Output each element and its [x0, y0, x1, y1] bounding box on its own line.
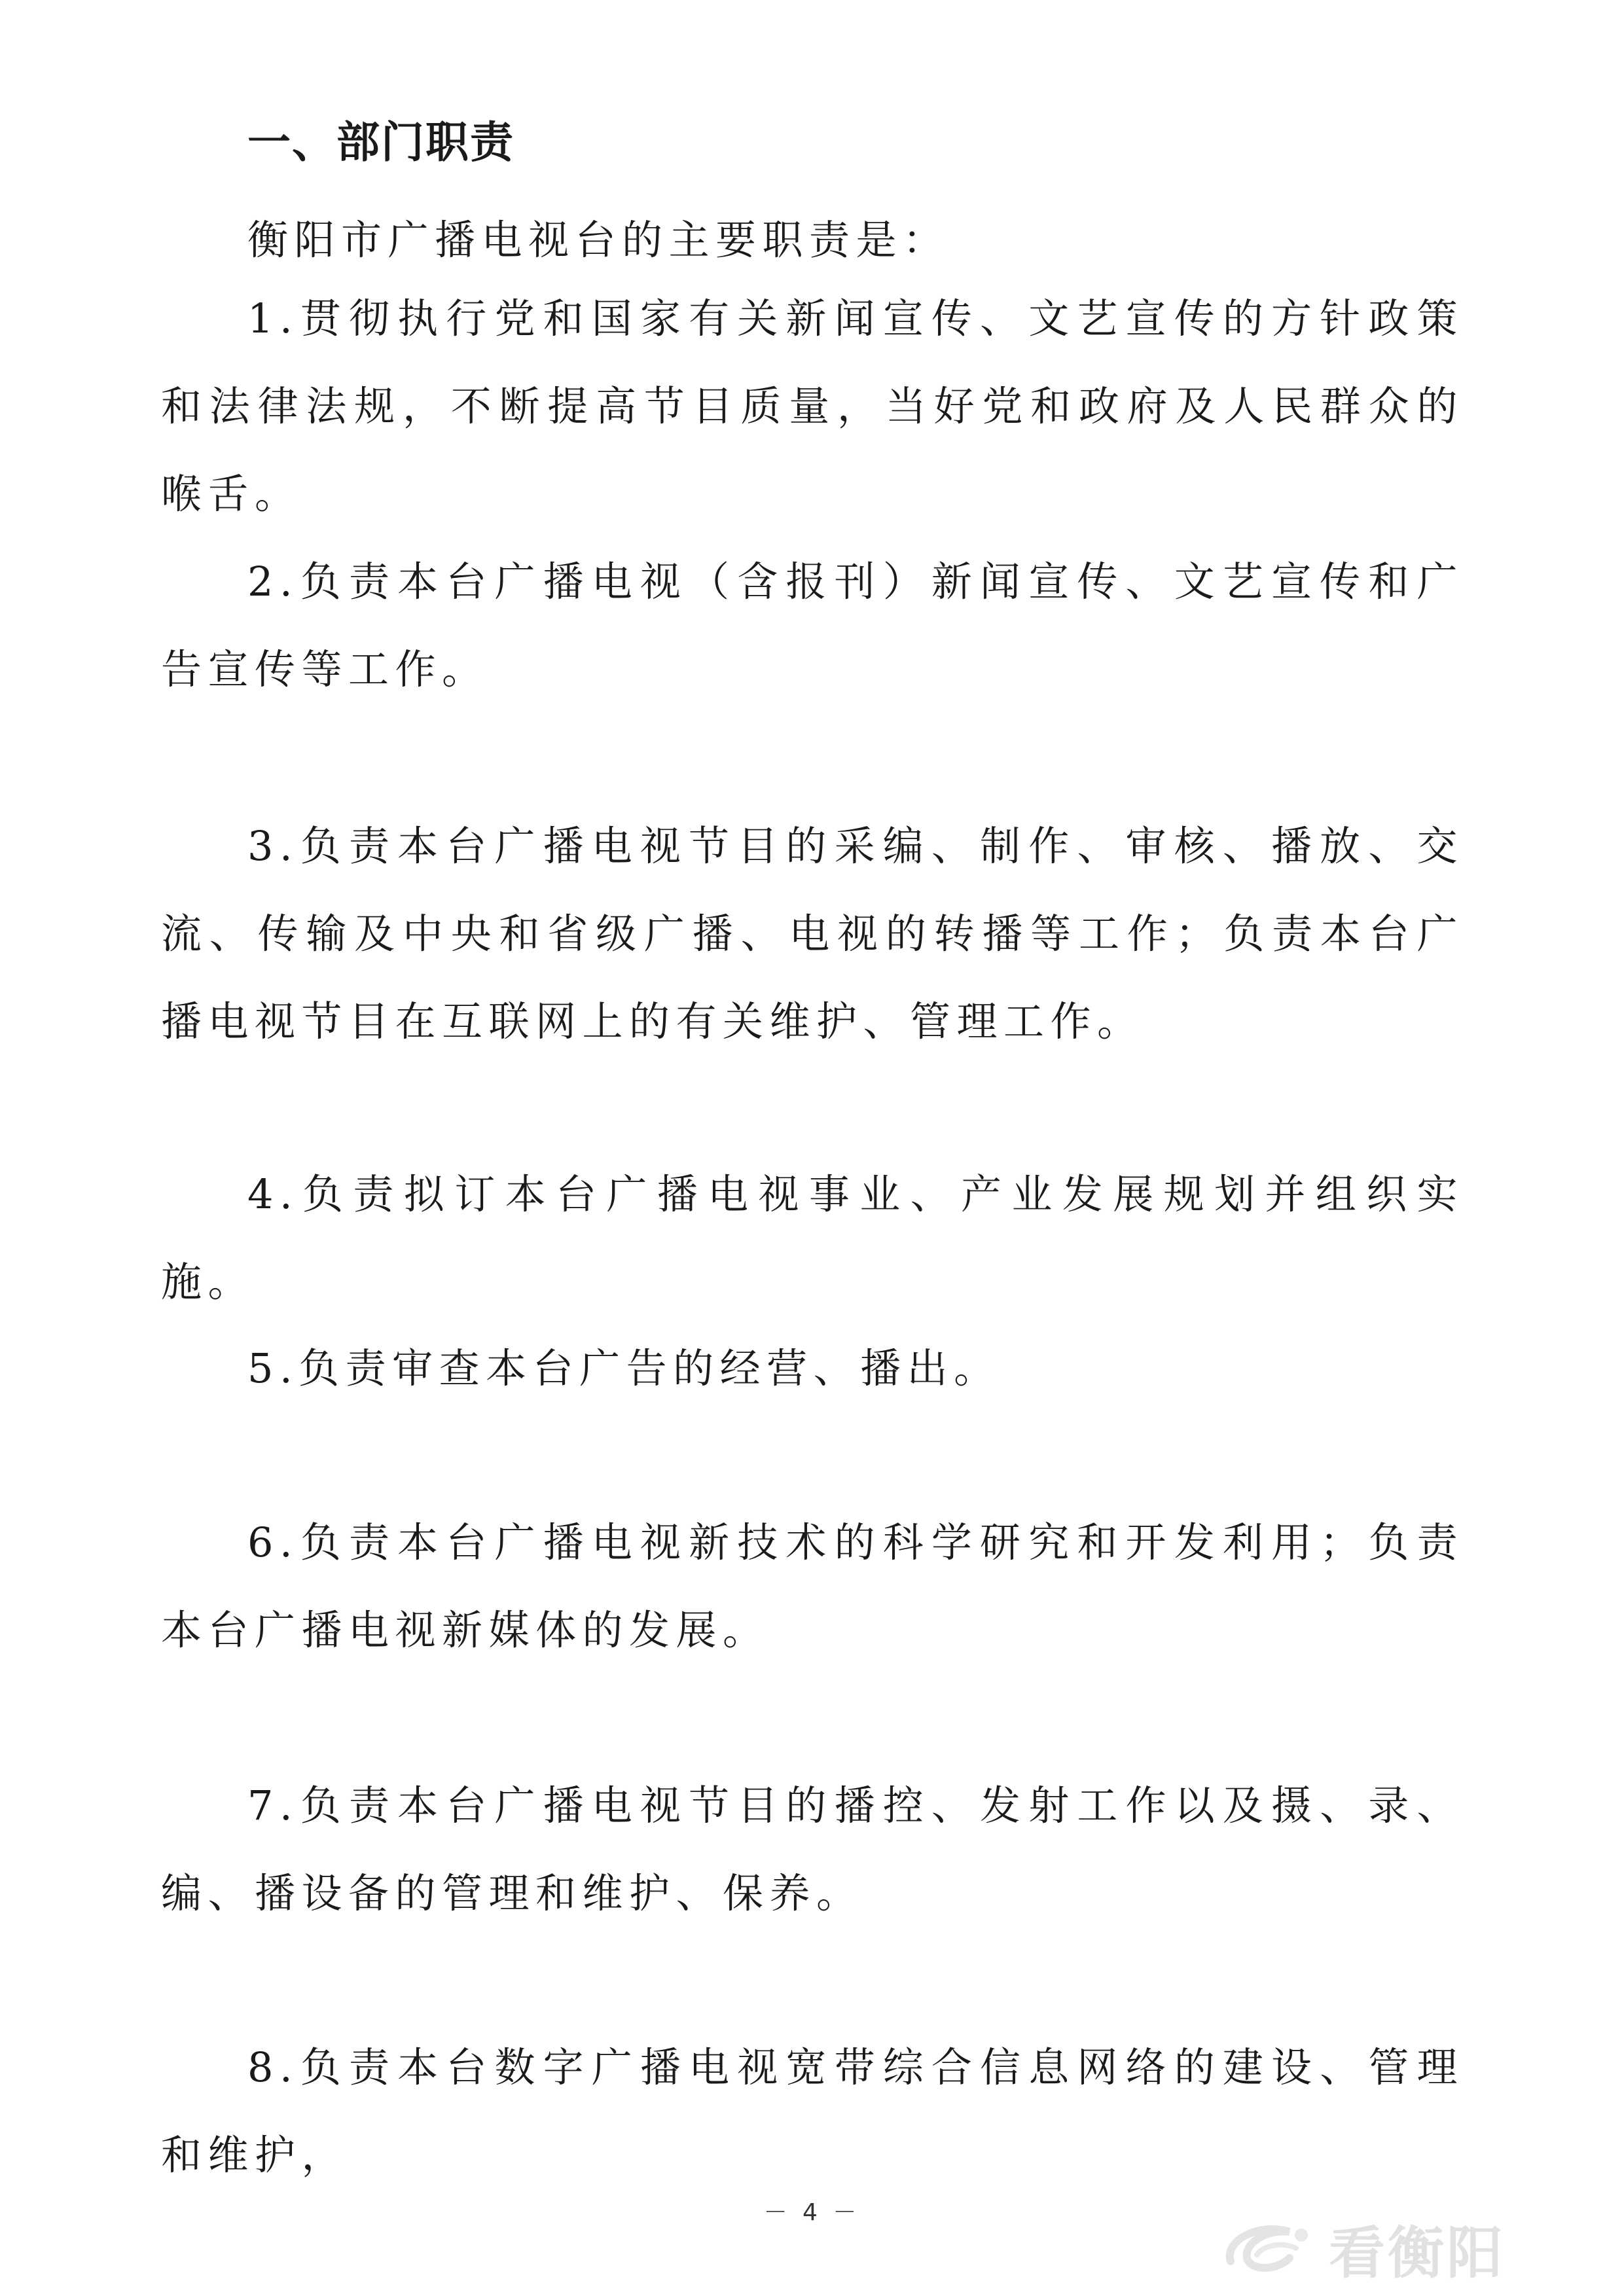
duty-item-7: 7.负责本台广播电视节目的播控、发射工作以及摄、录、编、播设备的管理和维护、保养。 [161, 1782, 1464, 1917]
section-heading: 一、部门职责 [247, 117, 514, 168]
duty-item-8: 8.负责本台数字广播电视宽带综合信息网络的建设、管理和维护， [161, 2043, 1464, 2179]
duty-item-6: 6.负责本台广播电视新技术的科学研究和开发利用；负责本台广播电视新媒体的发展。 [161, 1518, 1464, 1654]
watermark [1218, 2212, 1610, 2284]
duty-item-3: 3.负责本台广播电视节目的采编、制作、审核、播放、交流、传输及中央和省级广播、电视的转播等工作；负责本台广播电视节目在互联网上的有关维护、管理工作。 [161, 822, 1464, 1045]
page-number: － 4 － [763, 2199, 861, 2226]
duty-item-1: 1.贯彻执行党和国家有关新闻宣传、文艺宣传的方针政策和法律法规，不断提高节目质量，当好党和政府及人民群众的喉舌。 [161, 295, 1464, 518]
kanhengyang-logo-icon [1218, 2215, 1316, 2281]
duty-item-4: 4.负责拟订本台广播电视事业、产业发展规划并组织实施。 [161, 1170, 1464, 1306]
watermark-text: 看衡阳 [1329, 2221, 1506, 2286]
intro-paragraph: 衡阳市广播电视台的主要职责是： [247, 216, 950, 264]
duty-item-2: 2.负责本台广播电视（含报刊）新闻宣传、文艺宣传和广告宣传等工作。 [161, 558, 1464, 693]
duty-item-5: 5.负责审查本台广告的经营、播出。 [247, 1344, 1001, 1392]
